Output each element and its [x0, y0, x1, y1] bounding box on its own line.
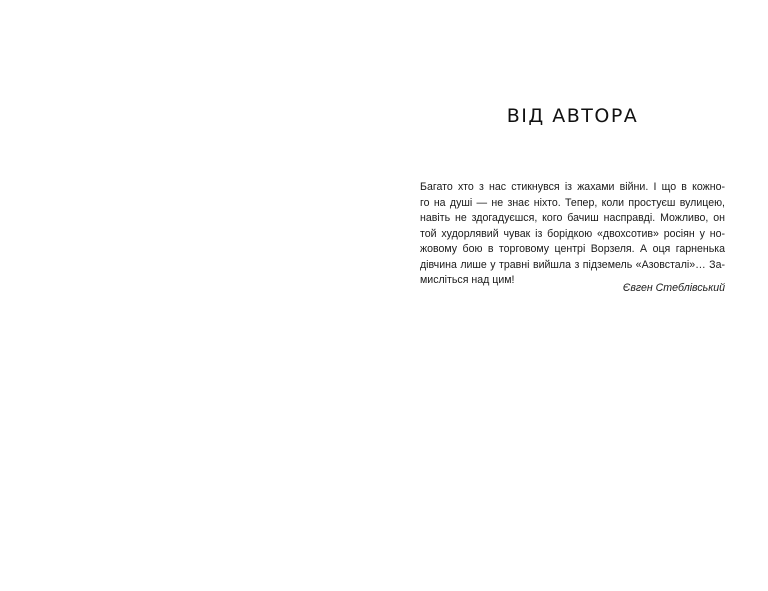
paragraph-line: мисліться над цим! — [420, 274, 515, 286]
paragraph-line: го на душі — не знає ніхто. Тепер, коли простуєш вулицею, — [420, 196, 725, 209]
paragraph-line: той худорлявий чувак із борідкою «двохсотив» росіян у но- — [420, 227, 725, 240]
paragraph-line: дівчина лише у травні вийшла з підземель «Азовсталі»… За- — [420, 258, 725, 271]
paragraph-line: навіть не здогадуєшся, кого бачиш насправді. Можливо, он — [420, 212, 725, 224]
section-heading: ВІД АВТОРА — [506, 105, 639, 127]
paragraph-line: жовому бою в торговому центрі Ворзеля. А оця гарненька — [420, 243, 725, 255]
author-foreword-paragraph — [420, 180, 725, 289]
author-signature: Євген Стеблівський — [622, 282, 725, 294]
paragraph-line: Багато хто з нас стикнувся із жахами війни. І що в кожно- — [420, 181, 725, 193]
